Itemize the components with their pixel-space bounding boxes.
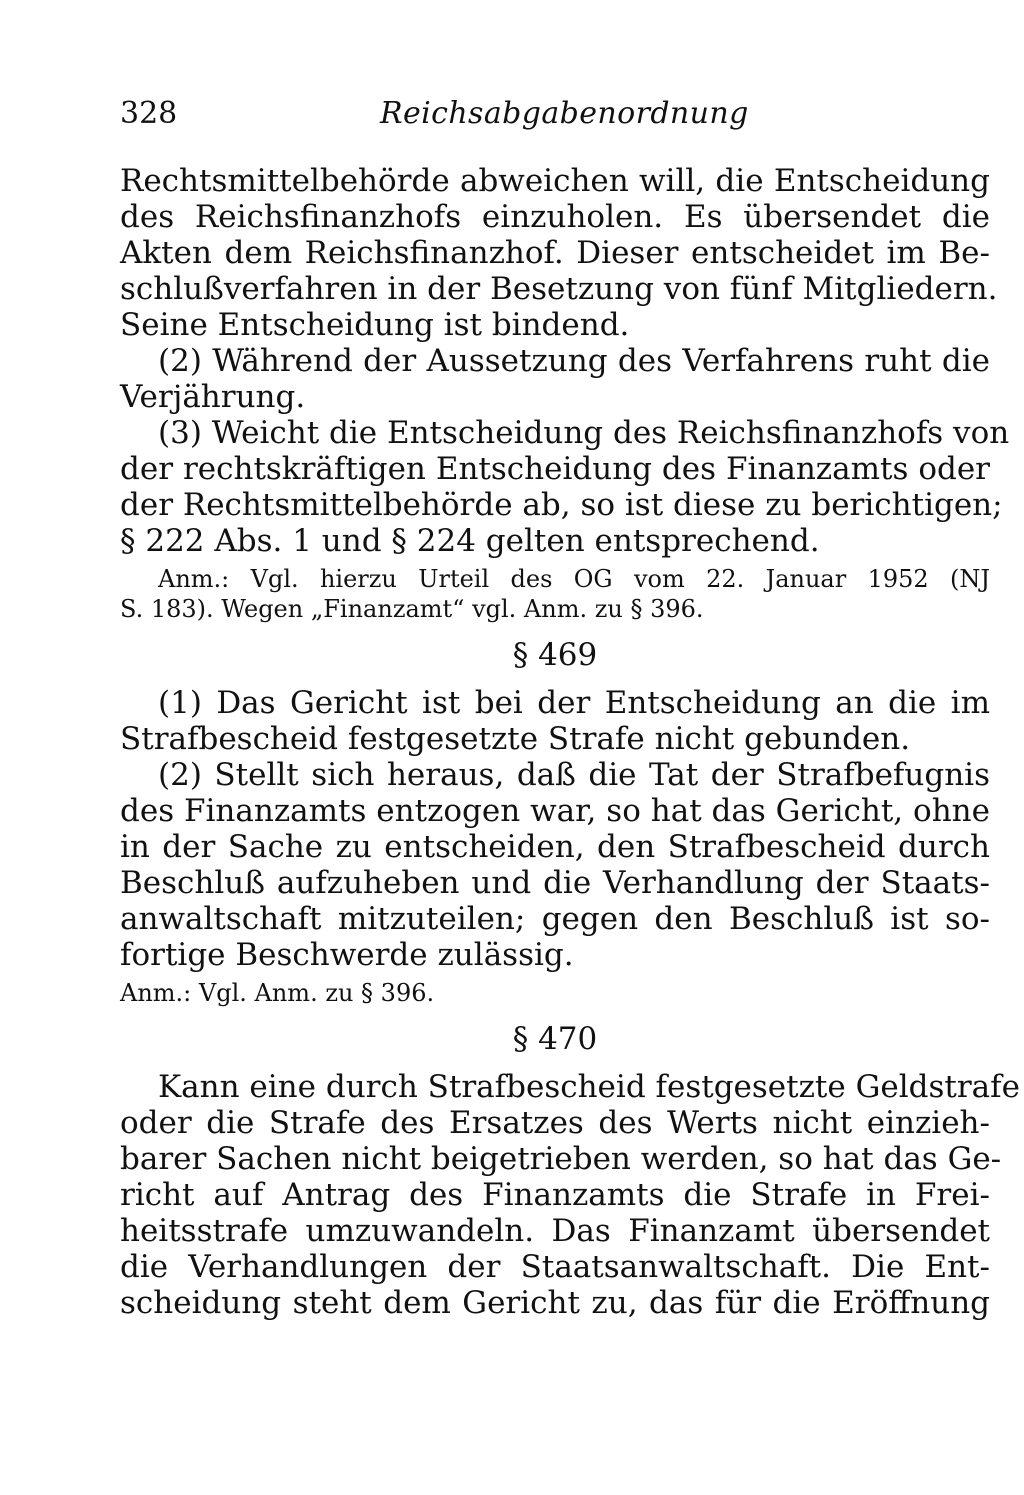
- note-line: Anm.: Vgl. Anm. zu § 396.: [120, 979, 435, 1007]
- page-header: [120, 96, 990, 136]
- text-line: (2) Stellt sich heraus, daß die Tat der Strafbefugnis: [158, 757, 990, 793]
- text-line: schlußverfahren in der Besetzung von fünf Mitgliedern.: [120, 271, 998, 307]
- text-line: scheidung steht dem Gericht zu, das für die Eröffnung: [120, 1285, 990, 1321]
- text-line: (2) Während der Aussetzung des Verfahrens ruht die: [158, 343, 990, 379]
- note-line: S. 183). Wegen „Finanzamt“ vgl. Anm. zu § 396.: [120, 595, 704, 623]
- text-line: richt auf Antrag des Finanzamts die Strafe in Frei-: [120, 1177, 990, 1213]
- page-body: [120, 163, 1020, 1321]
- text-line: des Reichsfinanzhofs einzuholen. Es übersendet die: [120, 199, 990, 235]
- text-line: Akten dem Reichsfinanzhof. Dieser entscheidet im Be-: [120, 235, 990, 271]
- text-line: Beschluß aufzuheben und die Verhandlung der Staats-: [120, 865, 990, 901]
- text-line: anwaltschaft mitzuteilen; gegen den Beschluß ist so-: [120, 901, 990, 937]
- text-line: die Verhandlungen der Staatsanwaltschaft. Die Ent-: [120, 1249, 990, 1285]
- text-line: Kann eine durch Strafbescheid festgesetzte Geldstrafe: [158, 1069, 1020, 1105]
- text-line: der Rechtsmittelbehörde ab, so ist diese zu berichtigen;: [120, 487, 1003, 523]
- running-title: Reichsabgabenordnung: [380, 96, 749, 131]
- text-line: des Finanzamts entzogen war, so hat das Gericht, ohne: [120, 793, 990, 829]
- section-468-paragraph-3: [120, 415, 1010, 559]
- section-469-heading: § 469: [512, 637, 598, 673]
- text-line: (1) Das Gericht ist bei der Entscheidung an die im: [158, 685, 990, 721]
- text-line: Strafbescheid festgesetzte Strafe nicht gebunden.: [120, 721, 911, 757]
- text-line: heitsstrafe umzuwandeln. Das Finanzamt übersendet: [120, 1213, 990, 1249]
- note-line: Anm.: Vgl. hierzu Urteil des OG vom 22. Januar 1952 (NJ: [158, 565, 990, 593]
- section-468-paragraph-2: [120, 343, 990, 415]
- text-line: Verjährung.: [120, 379, 306, 415]
- page-number: 328: [120, 96, 178, 131]
- text-line: der rechtskräftigen Entscheidung des Finanzamts oder: [120, 451, 990, 487]
- section-469-annotation: [120, 978, 990, 1008]
- section-469-paragraph-1: [120, 685, 990, 757]
- text-line: § 222 Abs. 1 und § 224 gelten entsprechend.: [120, 523, 820, 559]
- section-468-annotation: [120, 564, 990, 624]
- section-468-continuation: [120, 163, 998, 343]
- text-line: oder die Strafe des Ersatzes des Werts nicht einzieh-: [120, 1105, 990, 1141]
- text-line: fortige Beschwerde zulässig.: [120, 937, 574, 973]
- text-line: Rechtsmittelbehörde abweichen will, die Entscheidung: [120, 163, 990, 199]
- text-line: in der Sache zu entscheiden, den Strafbescheid durch: [120, 829, 990, 865]
- text-line: (3) Weicht die Entscheidung des Reichsfinanzhofs von: [158, 415, 1010, 451]
- text-line: barer Sachen nicht beigetrieben werden, so hat das Ge-: [120, 1141, 1002, 1177]
- text-line: Seine Entscheidung ist bindend.: [120, 307, 630, 343]
- section-469-paragraph-2: [120, 757, 990, 973]
- section-470-paragraph-1: [120, 1069, 1020, 1321]
- section-470-heading: § 470: [512, 1021, 598, 1057]
